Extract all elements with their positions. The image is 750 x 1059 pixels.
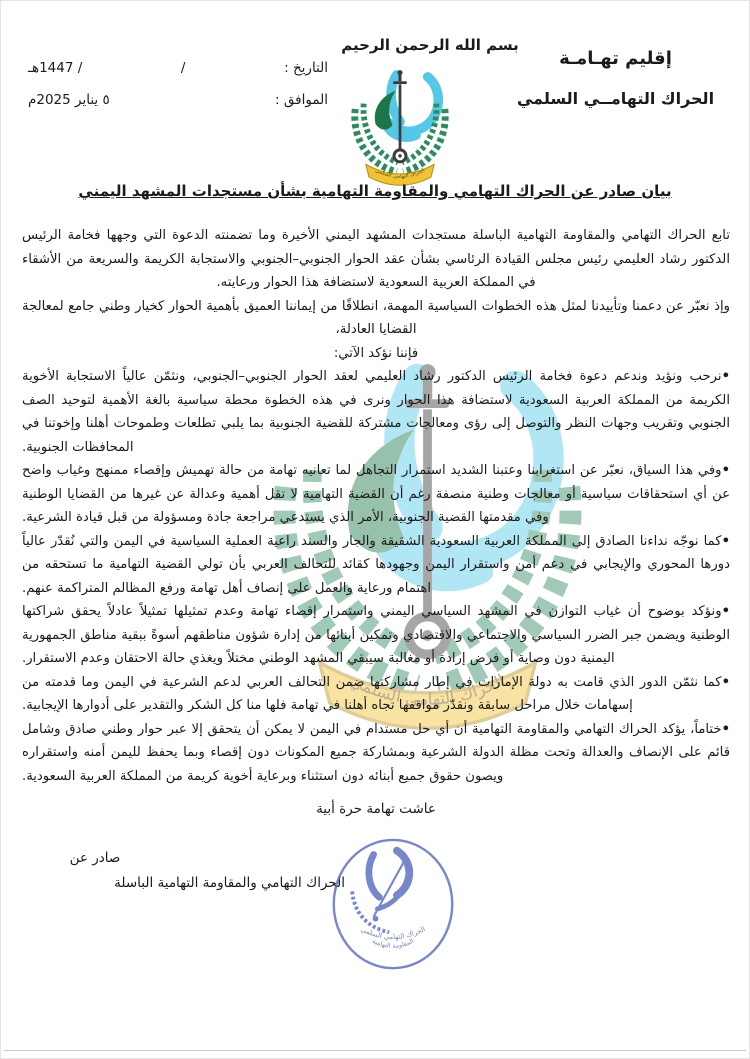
org-header-block xyxy=(503,48,728,108)
list-item: • ونؤكد بوضوح أن غياب التوازن في المشهد السياسي اليمني واستمرار إقصاء تهامة وعدم تمثيلها تمثيلاً عادلاً يحقق شراكتها الوطنية ويضمن جبر الضرر السياسي والاجتماعي والاقتصادي وتمكين أبنائها من إدارة شؤون مناطقهم أسوةً ببقية مناطق الجمهورية اليمنية دون وصاية أو فرض إرادة أو مغالبة سيبقي المشهد الوطني مختلاً ويغذي حالة الاحتقان وعدم الاستقرار. xyxy=(22,600,730,671)
list-item: • كما نثمّن الدور الذي قامت به دولة الإمارات في إطار مشاركتها ضمن التحالف العربي لدعم الشرعية في اليمن وما قدمته من إسهامات خلال مراحل سابقة ونقدّر مواقفها تجاه أهلنا في تهامة فلها منا كل الشكر والتقدير على أدوارها الإيجابية. xyxy=(22,671,730,718)
stamp-calligraphy xyxy=(369,854,379,897)
corresponding-label: الموافق : xyxy=(275,92,328,108)
affirmation-line: فإننا نؤكد الآتي: xyxy=(333,345,419,361)
list-item: • وفي هذا السياق، نعبّر عن استغرابنا وعتبنا الشديد استمرار التجاهل لما تعانيه تهامة من حالة تهميش وإقصاء ممنهج وغياب واضح عن أي استحقاقات سياسية أو معالجات وطنية منصفة رغم أن القضية التهامية لا تقل أهمية وعدالة عن غيرها من القضايا الوطنية وفي مقدمتها القضية الجنوبية، الأمر الذي يستدعي مراجعة جادة ومسؤولة من قبل قيادة الشرعية. xyxy=(22,459,730,530)
scan-edge-artifact xyxy=(4,1050,746,1051)
issued-by-label: صادر عن xyxy=(69,849,121,866)
basmala-text: بسم الله الرحمن الرحيم xyxy=(341,36,519,54)
banner-text: الحراك التهامي السلمي xyxy=(374,167,426,180)
closing-slogan: عاشت تهامة حرة أبية xyxy=(316,801,436,817)
stamp-hilt xyxy=(373,915,379,921)
emblem-core xyxy=(398,154,401,157)
region-title: إقليم تهـامـة xyxy=(559,48,672,69)
intro-paragraph: تابع الحراك التهامي والمقاومة التهامية الباسلة مستجدات المشهد اليمني الأخيرة وما تضمنته الدعوة التي وجهها فخامة الرئيس الدكتور رشاد العليمي رئيس مجلس القيادة الرئاسي بشأن عقد الحوار الجنوبي–الجنوبي والاستجابة الكريمة والسريعة من الأشقاء في المملكة العربية السعودية لاستضافة هذا الحوار ورعايته. xyxy=(22,228,730,290)
gregorian-date-row xyxy=(28,92,328,108)
organization-title: الحراك التهامــي السلمي xyxy=(516,89,715,108)
date-label: التاريخ : xyxy=(284,60,328,76)
issuer-block xyxy=(25,846,345,896)
list-item: • ختاماً، يؤكد الحراك التهامي والمقاومة التهامية أن أي حل مستدام في اليمن لا يمكن أن يتحقق إلا عبر حوار وطني صادق وشامل قائم على الإنصاف والعدالة وتحت مظلة الدولة الشرعية وبمشاركة جميع المكونات دون إقصاء وبما يحفظ لليمن أمنه واستقراره ويصون حقوق جميع أبنائه دون استثناء وبرعاية أخوية كريمة من المملكة العربية السعودية. xyxy=(22,718,730,789)
list-item: • كما نوجّه نداءنا الصادق إلى المملكة العربية السعودية الشقيقة والجار والسند راعية العملية السياسية في اليمن والتي نُقدّر عالياً دورها المحوري والإيجابي في دعم أمن واستقرار اليمن وجهودها كقائد للتحالف العربي بأن تولي القضية التهامية ما تستحقه من اهتمام ورعاية والعمل على إنصاف أهل تهامة ورفع المظالم المتراكمة عنهم. xyxy=(22,530,730,601)
issuer-name: الحراك التهامي والمقاومة التهامية الباسلة xyxy=(114,874,345,891)
stamp-text-line1: الحراك التهامي السلمي xyxy=(359,924,427,941)
official-stamp xyxy=(325,832,461,980)
org-crest-logo xyxy=(336,66,464,186)
date-hijri-year: / 1447هـ xyxy=(28,60,83,76)
list-item: • نرحب ونؤيد وندعم دعوة فخامة الرئيس الدكتور رشاد العليمي لعقد الحوار الجنوبي–الجنوبي، ونثمّن عالياً الاستجابة الأخوية الكريمة من المملكة العربية السعودية لاستضافة هذا الحوار ونرى في هذه الخطوة محطة سياسية بالغة الأهمية لتوحيد الصف الجنوبي وتقريب وجهات النظر والتوصل إلى رؤى ومعالجات مشتركة للقضية الجنوبية بما يلبي تطلعات وطموحات أهلنا وإخوتنا في المحافظات الجنوبية. xyxy=(22,365,730,459)
sword-blade xyxy=(399,84,402,159)
statement-body xyxy=(22,224,730,1006)
corresponding-date: ٥ يناير 2025م xyxy=(28,92,110,108)
hijri-date-row xyxy=(28,60,328,76)
stamp-text-line2: المقاومة التهامية xyxy=(371,936,415,950)
support-paragraph: وإذ نعبّر عن دعمنا وتأييدنا لمثل هذه الخطوات السياسية المهمة، انطلاقًا من إيماننا العميق بأهمية الحوار كخيار وطني جامع لمعالجة القضايا العادلة، xyxy=(22,298,730,337)
statement-title: بيان صادر عن الحراك التهامي والمقاومة التهامية بشأن مستجدات المشهد اليمني xyxy=(78,182,672,200)
date-day-slash: / xyxy=(180,60,186,76)
footer xyxy=(22,846,730,1006)
date-block xyxy=(28,60,328,108)
sword-guard xyxy=(393,81,407,84)
sword-grip xyxy=(399,74,402,81)
